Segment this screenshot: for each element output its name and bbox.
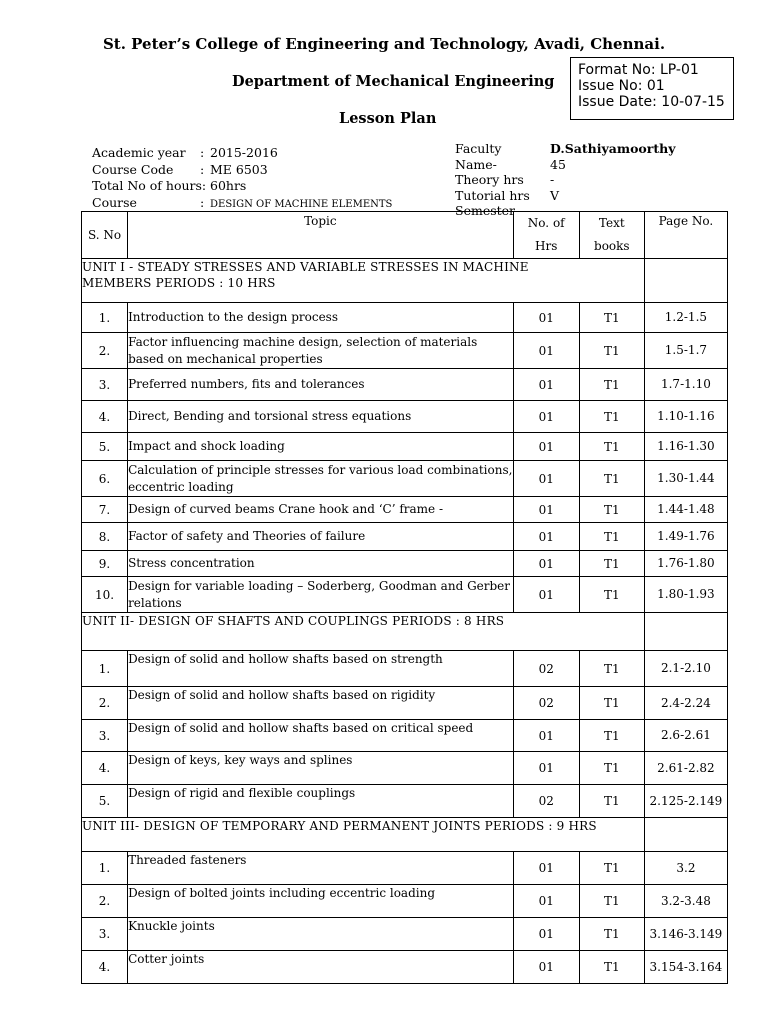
course-info bbox=[92, 145, 392, 213]
table-row bbox=[82, 852, 728, 885]
semester-value: V bbox=[550, 187, 560, 203]
cell-page-no: 2.6-2.61 bbox=[644, 720, 727, 752]
cell-sno: 4. bbox=[82, 401, 128, 433]
unit-page-cell bbox=[644, 818, 727, 852]
cell-sno: 3. bbox=[82, 369, 128, 401]
table-row bbox=[82, 752, 728, 785]
cell-page-no: 1.30-1.44 bbox=[644, 461, 727, 497]
cell-textbook: T1 bbox=[579, 369, 644, 401]
cell-hours: 01 bbox=[513, 497, 579, 523]
cell-page-no: 1.10-1.16 bbox=[644, 401, 727, 433]
course-code-value: ME 6503 bbox=[210, 161, 268, 177]
table-row bbox=[82, 333, 728, 369]
table-row bbox=[82, 577, 728, 613]
theory-hours-label: Theory hrs bbox=[455, 172, 524, 187]
cell-topic: Impact and shock loading bbox=[128, 433, 514, 461]
cell-textbook: T1 bbox=[579, 687, 644, 720]
header-hours bbox=[513, 212, 579, 259]
cell-hours: 01 bbox=[513, 303, 579, 333]
header-topic: Topic bbox=[128, 212, 514, 259]
issue-number: Issue No: 01 bbox=[578, 78, 665, 94]
cell-textbook: T1 bbox=[579, 651, 644, 687]
cell-hours: 01 bbox=[513, 333, 579, 369]
header-textbooks bbox=[579, 212, 644, 259]
course-name-value: DESIGN OF MACHINE ELEMENTS bbox=[210, 198, 393, 210]
cell-textbook: T1 bbox=[579, 433, 644, 461]
cell-hours: 01 bbox=[513, 951, 579, 984]
header-sno: S. No bbox=[82, 212, 128, 259]
format-number: Format No: LP-01 bbox=[578, 62, 699, 78]
cell-page-no: 1.44-1.48 bbox=[644, 497, 727, 523]
table-row bbox=[82, 433, 728, 461]
table-row bbox=[82, 461, 728, 497]
cell-page-no: 2.125-2.149 bbox=[644, 785, 727, 818]
faculty-label: Faculty bbox=[455, 141, 502, 156]
unit-page-cell bbox=[644, 259, 727, 303]
unit-heading-row bbox=[82, 259, 728, 303]
cell-page-no: 3.146-3.149 bbox=[644, 918, 727, 951]
table-row bbox=[82, 885, 728, 918]
cell-sno: 3. bbox=[82, 720, 128, 752]
unit-title bbox=[82, 259, 645, 303]
table-row bbox=[82, 401, 728, 433]
cell-topic: Knuckle joints bbox=[128, 918, 514, 951]
cell-topic: Threaded fasteners bbox=[128, 852, 514, 885]
cell-hours: 01 bbox=[513, 551, 579, 577]
unit-title-line: UNIT III- DESIGN OF TEMPORARY AND PERMANENT JOINTS PERIODS : 9 HRS bbox=[82, 819, 597, 833]
cell-sno: 3. bbox=[82, 918, 128, 951]
cell-topic: Calculation of principle stresses for various load combinations, eccentric loading bbox=[128, 461, 514, 497]
cell-hours: 01 bbox=[513, 885, 579, 918]
course-code-label: Course Code bbox=[92, 161, 174, 177]
cell-hours: 01 bbox=[513, 523, 579, 551]
table-row bbox=[82, 785, 728, 818]
table-row bbox=[82, 687, 728, 720]
total-hours-value: 60hrs bbox=[210, 178, 247, 193]
course-label: Course bbox=[92, 194, 137, 210]
cell-sno: 5. bbox=[82, 433, 128, 461]
cell-hours: 01 bbox=[513, 577, 579, 613]
faculty-labels bbox=[455, 141, 530, 219]
cell-hours: 02 bbox=[513, 785, 579, 818]
cell-topic: Factor of safety and Theories of failure bbox=[128, 523, 514, 551]
cell-hours: 01 bbox=[513, 369, 579, 401]
cell-topic: Cotter joints bbox=[128, 951, 514, 984]
cell-sno: 2. bbox=[82, 885, 128, 918]
cell-textbook: T1 bbox=[579, 951, 644, 984]
academic-year-value: 2015-2016 bbox=[210, 145, 278, 160]
issue-date: Issue Date: 10-07-15 bbox=[578, 94, 725, 110]
unit-title-line: UNIT II- DESIGN OF SHAFTS AND COUPLINGS PERIODS : 8 HRS bbox=[82, 614, 505, 628]
cell-sno: 2. bbox=[82, 687, 128, 720]
cell-hours: 01 bbox=[513, 433, 579, 461]
cell-page-no: 1.76-1.80 bbox=[644, 551, 727, 577]
unit-title-line: MEMBERS PERIODS : 10 HRS bbox=[82, 276, 276, 290]
cell-hours: 02 bbox=[513, 651, 579, 687]
cell-topic: Direct, Bending and torsional stress equations bbox=[128, 401, 514, 433]
cell-textbook: T1 bbox=[579, 333, 644, 369]
format-info-box bbox=[570, 57, 734, 120]
cell-sno: 5. bbox=[82, 785, 128, 818]
cell-hours: 01 bbox=[513, 852, 579, 885]
cell-textbook: T1 bbox=[579, 461, 644, 497]
table-header-row bbox=[82, 212, 728, 259]
separator: : bbox=[200, 194, 205, 210]
college-name: St. Peter’s College of Engineering and Technology, Avadi, Chennai. bbox=[102, 35, 666, 53]
cell-hours: 01 bbox=[513, 720, 579, 752]
department-title: Department of Mechanical Engineering bbox=[232, 73, 555, 90]
table-row bbox=[82, 918, 728, 951]
cell-sno: 8. bbox=[82, 523, 128, 551]
name-label: Name- bbox=[455, 156, 497, 172]
cell-page-no: 1.2-1.5 bbox=[644, 303, 727, 333]
unit-heading-row bbox=[82, 818, 728, 852]
separator: : bbox=[200, 161, 205, 177]
cell-textbook: T1 bbox=[579, 752, 644, 785]
cell-textbook: T1 bbox=[579, 551, 644, 577]
cell-hours: 01 bbox=[513, 918, 579, 951]
cell-topic: Design of solid and hollow shafts based on critical speed bbox=[128, 720, 514, 752]
academic-year-label: Academic year bbox=[92, 145, 186, 160]
cell-topic: Design of rigid and flexible couplings bbox=[128, 785, 514, 818]
document-title: Lesson Plan bbox=[339, 110, 437, 127]
cell-hours: 02 bbox=[513, 687, 579, 720]
cell-page-no: 2.1-2.10 bbox=[644, 651, 727, 687]
cell-sno: 2. bbox=[82, 333, 128, 369]
total-hours-label: Total No of hours: bbox=[92, 178, 207, 193]
cell-topic: Design of solid and hollow shafts based on rigidity bbox=[128, 687, 514, 720]
unit-title bbox=[82, 818, 645, 852]
cell-page-no: 2.61-2.82 bbox=[644, 752, 727, 785]
cell-topic: Design of bolted joints including eccentric loading bbox=[128, 885, 514, 918]
tutorial-hours-label: Tutorial hrs bbox=[455, 187, 530, 203]
cell-page-no: 1.49-1.76 bbox=[644, 523, 727, 551]
cell-sno: 1. bbox=[82, 303, 128, 333]
cell-page-no: 2.4-2.24 bbox=[644, 687, 727, 720]
cell-textbook: T1 bbox=[579, 785, 644, 818]
cell-textbook: T1 bbox=[579, 852, 644, 885]
unit-title-line: UNIT I - STEADY STRESSES AND VARIABLE STRESSES IN MACHINE bbox=[82, 260, 529, 274]
cell-topic: Design for variable loading – Soderberg, Goodman and Gerber relations bbox=[128, 577, 514, 613]
cell-page-no: 3.154-3.164 bbox=[644, 951, 727, 984]
cell-textbook: T1 bbox=[579, 720, 644, 752]
lesson-plan-table bbox=[81, 211, 728, 984]
cell-sno: 4. bbox=[82, 951, 128, 984]
cell-sno: 10. bbox=[82, 577, 128, 613]
table-row bbox=[82, 651, 728, 687]
header-textbooks-line2: books bbox=[594, 239, 630, 253]
cell-topic: Preferred numbers, fits and tolerances bbox=[128, 369, 514, 401]
cell-topic: Design of curved beams Crane hook and ‘C’ frame - bbox=[128, 497, 514, 523]
table-row bbox=[82, 720, 728, 752]
cell-sno: 1. bbox=[82, 852, 128, 885]
table-row bbox=[82, 303, 728, 333]
cell-topic: Design of keys, key ways and splines bbox=[128, 752, 514, 785]
faculty-values bbox=[550, 141, 675, 203]
theory-hours-value: 45 bbox=[550, 156, 566, 172]
cell-textbook: T1 bbox=[579, 577, 644, 613]
cell-textbook: T1 bbox=[579, 918, 644, 951]
header-textbooks-line1: Text bbox=[598, 216, 625, 230]
cell-topic: Stress concentration bbox=[128, 551, 514, 577]
table-row bbox=[82, 497, 728, 523]
tutorial-hours-value: - bbox=[550, 172, 555, 187]
cell-sno: 7. bbox=[82, 497, 128, 523]
separator: : bbox=[200, 145, 205, 160]
cell-page-no: 1.7-1.10 bbox=[644, 369, 727, 401]
header-hours-line2: Hrs bbox=[535, 239, 558, 253]
cell-topic: Introduction to the design process bbox=[128, 303, 514, 333]
cell-page-no: 1.16-1.30 bbox=[644, 433, 727, 461]
cell-sno: 6. bbox=[82, 461, 128, 497]
cell-hours: 01 bbox=[513, 461, 579, 497]
cell-textbook: T1 bbox=[579, 497, 644, 523]
cell-topic: Design of solid and hollow shafts based on strength bbox=[128, 651, 514, 687]
cell-textbook: T1 bbox=[579, 523, 644, 551]
cell-topic: Factor influencing machine design, selection of materials based on mechanical properties bbox=[128, 333, 514, 369]
unit-title bbox=[82, 613, 645, 651]
header-hours-line1: No. of bbox=[527, 216, 565, 230]
table-row bbox=[82, 523, 728, 551]
table-row bbox=[82, 551, 728, 577]
cell-page-no: 3.2 bbox=[644, 852, 727, 885]
cell-sno: 1. bbox=[82, 651, 128, 687]
unit-page-cell bbox=[644, 613, 727, 651]
cell-hours: 01 bbox=[513, 752, 579, 785]
cell-page-no: 1.5-1.7 bbox=[644, 333, 727, 369]
header-page-no: Page No. bbox=[644, 212, 727, 259]
cell-sno: 9. bbox=[82, 551, 128, 577]
table-row bbox=[82, 951, 728, 984]
cell-hours: 01 bbox=[513, 401, 579, 433]
cell-page-no: 3.2-3.48 bbox=[644, 885, 727, 918]
semester-label: Semester- bbox=[455, 203, 520, 218]
cell-sno: 4. bbox=[82, 752, 128, 785]
table-row bbox=[82, 369, 728, 401]
cell-textbook: T1 bbox=[579, 885, 644, 918]
faculty-name-value: D.Sathiyamoorthy bbox=[550, 141, 676, 156]
cell-textbook: T1 bbox=[579, 303, 644, 333]
unit-heading-row bbox=[82, 613, 728, 651]
cell-page-no: 1.80-1.93 bbox=[644, 577, 727, 613]
cell-textbook: T1 bbox=[579, 401, 644, 433]
